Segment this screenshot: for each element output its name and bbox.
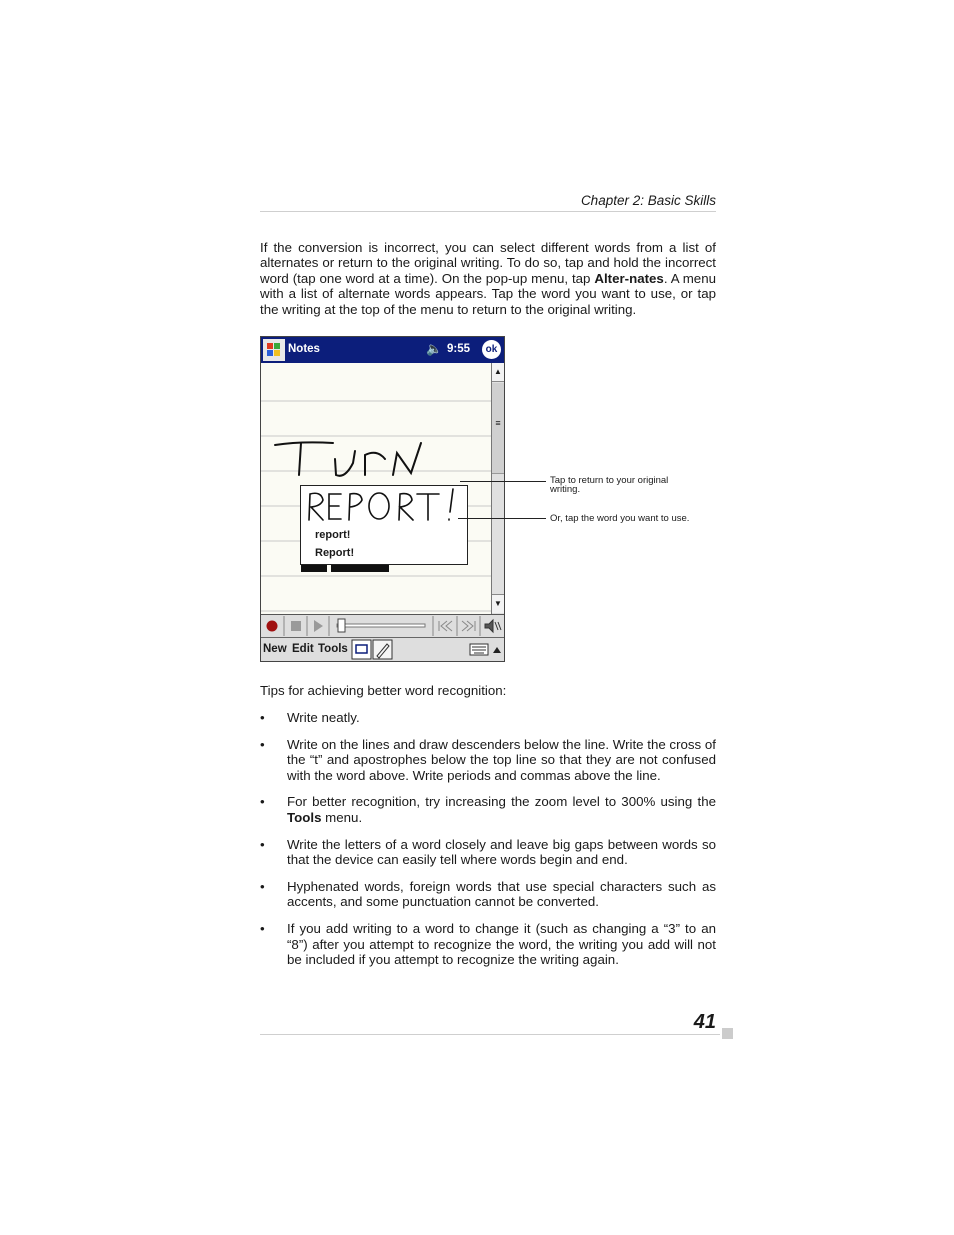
stop-icon[interactable] <box>291 621 301 631</box>
menu-edit[interactable]: Edit <box>292 643 314 655</box>
scroll-thumb[interactable]: ≡ <box>492 383 504 474</box>
clock: 9:55 <box>447 343 471 355</box>
tip-item: • For better recognition, try increasing the zoom level to 300% using the Tools menu. <box>260 794 716 825</box>
menu-new[interactable]: New <box>263 643 287 655</box>
intro-text-a: If the conversion is incorrect, you can select different words from a list of alternates or return to the original writing. To do so, tap and hold the incorrect word (tap one word at a time). On the pop-up menu, tap <box>260 240 716 286</box>
callout-line-original <box>460 481 546 482</box>
windows-logo-icon[interactable] <box>263 339 285 361</box>
record-icon[interactable] <box>267 621 278 632</box>
vertical-scrollbar[interactable] <box>491 363 505 614</box>
intro-paragraph <box>260 240 716 317</box>
tips-list <box>260 710 716 979</box>
volume-icon[interactable] <box>485 620 501 632</box>
chapter-header: Chapter 2: Basic Skills <box>580 193 716 208</box>
recording-mode-icon[interactable] <box>352 640 371 659</box>
footer-rule <box>260 1034 720 1035</box>
play-icon[interactable] <box>314 620 323 632</box>
callout-line-word <box>458 518 546 519</box>
ok-button[interactable]: ok <box>482 340 501 359</box>
tip-item: • If you add writing to a word to change it (such as changing a “3” to an “8”) after you attempt to recognize the word, the writing you add will not be included if you attempt to recognize the writing again. <box>260 920 716 968</box>
tip-text: menu. <box>321 809 363 825</box>
tips-intro: Tips for achieving better word recognition: <box>260 683 507 698</box>
menu-bar <box>261 637 504 662</box>
speaker-muted-icon[interactable]: 🔈 <box>426 341 443 356</box>
scroll-down-icon[interactable]: ▼ <box>492 594 504 613</box>
tip-text: For better recognition, try increasing the zoom level to 300% using the <box>287 794 716 810</box>
title-bar <box>261 337 504 363</box>
playback-slider[interactable] <box>337 624 425 627</box>
recording-toolbar <box>261 614 504 637</box>
tip-text: Write neatly. <box>287 710 360 725</box>
handwriting-report-original[interactable] <box>301 486 467 524</box>
tip-text: If you add writing to a word to change it (such as changing a “3” to an “8”) after you attempt to recognize the word, the writing you add will not be included if you attempt to recognize the writing again. <box>287 920 716 968</box>
app-title: Notes <box>288 343 320 355</box>
tip-item: • Write neatly. <box>260 710 360 725</box>
alternates-popup-menu <box>300 485 468 565</box>
intro-bold-alternates: Alter-nates <box>594 270 664 286</box>
menu-tools[interactable]: Tools <box>318 643 348 655</box>
input-panel-arrow-icon[interactable] <box>493 647 501 653</box>
skip-back-icon[interactable] <box>439 621 452 631</box>
tip-item: • Hyphenated words, foreign words that use special characters such as accents, and some punctuation cannot be converted. <box>260 878 716 910</box>
tip-bold-tools: Tools <box>287 809 322 825</box>
scroll-up-icon[interactable]: ▲ <box>492 363 504 382</box>
tip-text: Write the letters of a word closely and leave big gaps between words so that the device can easily tell where words begin and end. <box>287 836 716 868</box>
notes-screenshot <box>260 336 505 662</box>
callout-original-writing: Tap to return to your original writing. <box>550 475 669 495</box>
playback-slider-thumb[interactable] <box>338 619 345 632</box>
alternate-option-lowercase[interactable]: report! <box>315 529 351 541</box>
page-number: 41 <box>693 1011 716 1033</box>
skip-forward-icon[interactable] <box>462 621 475 631</box>
note-writing-area[interactable] <box>261 363 491 614</box>
header-rule <box>260 211 716 212</box>
intro-text-b: . A menu with a list of alternate words appears. Tap the word you want to use, or tap the writing at the top of the menu to return to the original writing. <box>260 270 716 317</box>
tip-text: Hyphenated words, foreign words that use special characters such as accents, and some punctuation cannot be converted. <box>287 878 716 910</box>
tip-item: • Write on the lines and draw descenders below the line. Write the cross of the “t” and apostrophes below the top line so that they are not confused with the word above. Write periods and commas above the line. <box>260 736 716 783</box>
tip-text: Write on the lines and draw descenders below the line. Write the cross of the “t” and apostrophes below the top line so that they are not confused with the word above. Write periods and commas above the line. <box>287 736 716 783</box>
tip-item: • Write the letters of a word closely and leave big gaps between words so that the device can easily tell where words begin and end. <box>260 836 716 868</box>
corner-marker <box>722 1028 733 1039</box>
alternate-option-capitalized[interactable]: Report! <box>315 547 355 559</box>
callout-choose-word: Or, tap the word you want to use. <box>550 513 690 524</box>
